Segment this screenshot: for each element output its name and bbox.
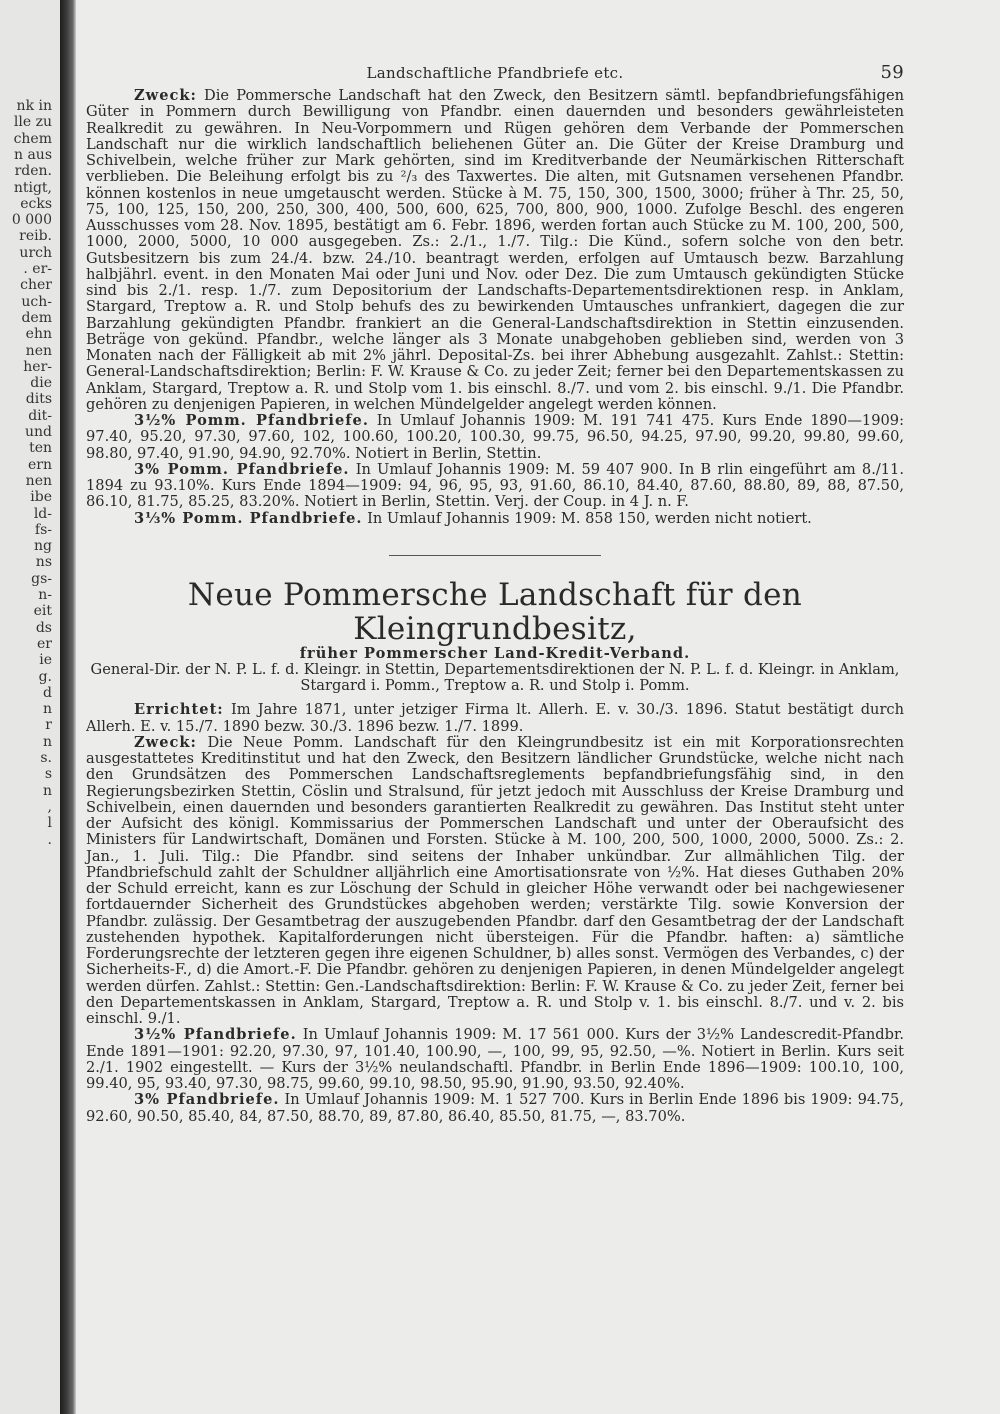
paragraph-zweck-neue: [86, 735, 904, 1028]
margin-fragment: cher: [20, 277, 52, 294]
book-spine-shadow: [60, 0, 76, 1414]
margin-fragment: nen: [25, 342, 52, 359]
margin-fragment: dit-: [28, 407, 52, 424]
section-divider: [389, 555, 601, 556]
margin-fragment: d: [43, 684, 52, 701]
section-title: Neue Pommersche Landschaft für den Kleingrundbesitz,: [187, 576, 803, 647]
label-zweck: Zweck:: [134, 733, 197, 751]
margin-fragment: eit: [33, 603, 52, 620]
paragraph-errichtet: [86, 702, 904, 735]
entry-text: In Umlauf Johannis 1909: M. 858 150, werden nicht notiert.: [362, 509, 812, 527]
page-number: 59: [880, 62, 904, 83]
margin-fragment: fs-: [34, 521, 52, 538]
margin-fragment: ntigt,: [13, 179, 52, 196]
margin-fragment: .: [47, 831, 52, 848]
entry-label: 3⅓% Pomm. Pfandbriefe.: [134, 509, 363, 527]
margin-fragment: l: [47, 815, 52, 832]
entry-text: In Umlauf Johannis 1909: M. 191 741 475. Kurs Ende 1890—1909: 97.40, 95.20, 97.30, 97.60, 102, 100.60, 100.20, 100.30, 99.75, 96.50, 94.25, 97.90, 99.20, 99.80, 99.60, 98.80, 97.40, 91.90, 94.90, 92.70%. Notiert in Berlin, Stettin.: [86, 412, 904, 462]
text-errichtet: Im Jahre 1871, unter jetziger Firma lt. Allerh. E. v. 30./3. 1896. Statut bestätigt durch Allerh. E. v. 15./7. 1890 bezw. 30./3. 1896 bezw. 1./7. 1899.: [86, 701, 904, 735]
margin-fragment: dits: [25, 391, 52, 408]
margin-fragment: s.: [40, 750, 52, 766]
entry-text: In Umlauf Johannis 1909: M. 1 527 700. Kurs in Berlin Ende 1896 bis 1909: 94.75, 92.60, 90.50, 85.40, 84, 87.50, 88.70, 89, 87.80, 86.40, 85.50, 81.75, —, 83.70%.: [86, 1091, 904, 1125]
margin-fragment: ie: [39, 652, 52, 669]
margin-fragment: chem: [13, 130, 52, 147]
entry-3-pfandbriefe: [86, 1092, 904, 1125]
margin-fragment: ,: [47, 798, 52, 815]
margin-fragment: urch: [19, 244, 52, 261]
margin-fragment: reib.: [19, 228, 52, 245]
paragraph-zweck-pommersche: [86, 88, 904, 413]
running-head: [86, 60, 904, 88]
margin-fragment: r: [45, 717, 52, 734]
margin-fragment: ehn: [25, 326, 52, 343]
margin-fragment: ng: [34, 538, 52, 555]
text-zweck: Die Pommersche Landschaft hat den Zweck, den Besitzern sämtl. bepfandbriefungsfähigen Güter in Pommern durch Bewilligung von Pfandbr. einen dauernden und besonders gewährleisteten Realkredit zu gewähren. In Neu-Vorpommern und Rügen gehören dem Verbande der Pommerschen Landschaft nur die wirklich landschaftlich beliehenen Güter an. Die Güter der Kreise Dramburg und Schivelbein, welche früher zur Mark gehörten, sind im Kreditverbande der Neumärkischen Ritterschaft verblieben. Die Beleihung erfolgt bis zu ²/₃ des Taxwertes. Die alten, mit Gutsnamen versehenen Pfandbr. können kostenlos in neue umgetauscht werden. Stücke à M. 75, 150, 300, 1500, 3000; früher à Thr. 25, 50, 75, 100, 125, 150, 200, 250, 300, 400, 500, 600, 625, 700, 800, 900, 1000. Zufolge Beschl. des engeren Ausschusses vom 28. Nov. 1895, bestätigt am 6. Febr. 1896, werden fortan auch Stücke zu M. 100, 200, 500, 1000, 2000, 5000, 10 000 ausgegeben. Zs.: 2./1., 1./7. Tilg.: Die Künd., sofern solche von den betr. Gutsbesitzern bis zum 24./4. bzw. 24./10. beantragt werden, erfolgen auf Umtausch bezw. Barzahlung halbjährl. event. in den Monaten Mai oder Juni und Nov. oder Dez. Die zum Umtausch gekündigten Stücke sind bis 2./1. resp. 1./7. zum Depositorium der Landschafts-Departementsdirektionen resp. in Anklam, Stargard, Treptow a. R. und Stolp behufs des zu bewirkenden Umtausches unfrankiert, dagegen die zur Barzahlung gekündigten Pfandbr. frankiert an die General-Landschaftsdirektion in Stettin einzusenden. Beträge von gekünd. Pfandbr., welche länger als 3 Monate unabgehoben geblieben sind, werden von 3 Monaten nach der Fälligkeit ab mit 2% jährl. Deposital-Zs. bei ihrer Abhebung ausgezahlt. Zahlst.: Stettin: General-Landschaftsdirektion; Berlin: F. W. Krause & Co. zu jeder Zeit; ferner bei den Departementskassen zu Anklam, Stargard, Treptow a. R. und Stolp vom 1. bis einschl. 8./7. und vom 2. bis einschl. 9./1. Die Pfandbr. gehören zu denjenigen Papieren, in welchen Mündelgelder angelegt werden können.: [86, 87, 904, 413]
margin-fragment: n: [42, 701, 52, 718]
label-errichtet: Errichtet:: [134, 701, 224, 719]
margin-fragment: und: [25, 424, 52, 440]
label-zweck: Zweck:: [134, 87, 197, 104]
margin-fragment: er: [37, 635, 52, 652]
entry-label: 3½% Pomm. Pfandbriefe.: [134, 412, 369, 429]
margin-fragment: die: [30, 375, 52, 392]
margin-fragment: ecks: [20, 195, 52, 212]
margin-fragment: dem: [21, 309, 52, 326]
entry-3-5-pfandbriefe: [86, 1027, 904, 1092]
section-address: General-Dir. der N. P. L. f. d. Kleingr. in Stettin, Departementsdirektionen der N. P. L. f. d. Kleingr. in Anklam, Stargard i. Pomm., Treptow a. R. und Stolp i. Pomm.: [90, 660, 900, 694]
margin-fragment: ern: [28, 456, 52, 473]
margin-fragment: n: [42, 782, 52, 799]
running-head-title: Landschaftliche Pfandbriefe etc.: [366, 64, 624, 82]
entry-text: In Umlauf Johannis 1909: M. 17 561 000. Kurs der 3½% Landescredit-Pfandbr. Ende 1891—1901: 92.20, 97.30, 97, 101.40, 100.90, —, 100, 99, 95, 92.50, —%. Notiert in Berlin. Kurs seit 2./1. 1902 eingestellt. — Kurs der 3½% neulandschaftl. Pfandbr. in Berlin Ende 1896—1909: 100.10, 100, 99.40, 95, 93.40, 97.30, 98.75, 99.60, 99.10, 98.50, 95.90, 91.90, 93.50, 92.40%.: [86, 1026, 905, 1092]
margin-fragment: ld-: [33, 505, 52, 522]
entry-label: 3% Pfandbriefe.: [134, 1091, 280, 1109]
margin-fragment: ibe: [30, 489, 52, 506]
entry-text: In Umlauf Johannis 1909: M. 59 407 900. In B rlin eingeführt am 8./11. 1894 zu 93.10%. Kurs Ende 1894—1909: 94, 96, 95, 93, 91.60, 86.10, 84.40, 87.60, 88.80, 89, 88, 87.50, 86.10, 81.75, 85.25, 83.20%. Notiert in Berlin, Stettin. Verj. der Coup. in 4 J. n. F.: [86, 460, 904, 511]
text-zweck: Die Neue Pomm. Landschaft für den Kleingrundbesitz ist ein mit Korporationsrechten ausgestattetes Kreditinstitut und hat den Zweck, den Besitzern ländlicher Grundstücke, welche nicht nach den Grundsätzen des Pommerschen Landschaftsreglements bepfandbriefungsfähig sind, in den Regierungsbezirken Stettin, Cöslin und Stralsund, für jetzt jedoch mit Ausschluss der Kreise Dramburg und Schivelbein, einen dauernden und besonders garantierten Realkredit zu gewähren. Das Institut steht unter der Aufsicht des königl. Kommissarius der Pommerschen Landschaft und unter der Oberaufsicht des Ministers für Landwirtschaft, Domänen und Forsten. Stücke à M. 100, 200, 500, 1000, 2000, 5000. Zs.: 2. Jan., 1. Juli. Tilg.: Die Pfandbr. sind seitens der Inhaber unkündbar. Zur allmählichen Tilg. der Pfandbriefschuld zahlt der Schuldner alljährlich eine Amortisationsrate von ½%. Hat dieses Guthaben 20% der Schuld erreicht, kann es zur Löschung der Schuld in gleicher Höhe verwandt oder bei nachgewiesener fortdauernder Sicherheit des Grundstückes abgehoben werden; verstärkte Tilg. sowie Konversion der Pfandbr. zulässig. Der Gesamtbetrag der auszugebenden Pfandbr. darf den Gesamtbetrag der der Landschaft zustehenden hypothek. Kapitalforderungen nicht übersteigen. Für die Pfandbr. haften: a) sämtliche Forderungsrechte der letzteren gegen ihre eigenen Schuldner, b) alles sonst. Vermögen des Verbandes, c) der Sicherheits-F., d) die Amort.-F. Die Pfandbr. gehören zu denjenigen Papieren, in denen Mündelgelder angelegt werden dürfen. Zahlst.: Stettin: Gen.-Landschaftsdirektion: Berlin: F. W. Krause & Co. zu jeder Zeit, ferner bei den Departementskassen in Anklam, Stargard, Treptow a. R. und Stolp v. 1. bis einschl. 8./7. und v. 2. bis einschl. 9./1.: [86, 733, 904, 1027]
margin-fragment: uch-: [21, 293, 52, 310]
margin-fragment: n: [42, 733, 52, 750]
margin-fragment: her-: [23, 358, 52, 375]
entry-3-pomm-pfandbriefe: [86, 462, 904, 511]
page: [86, 60, 904, 1125]
margin-fragment: lle zu: [13, 114, 52, 131]
margin-fragment: n-: [38, 587, 52, 603]
facing-page-margin: [0, 0, 60, 1414]
margin-fragment: rden.: [14, 163, 52, 180]
margin-fragment: 0 000: [11, 212, 52, 229]
margin-fragment: g.: [38, 668, 52, 685]
entry-label: 3% Pomm. Pfandbriefe.: [134, 460, 350, 478]
margin-fragment: s: [44, 766, 52, 783]
entry-label: 3½% Pfandbriefe.: [134, 1026, 297, 1044]
margin-fragment: . er-: [23, 261, 52, 277]
margin-fragment: gs-: [31, 570, 52, 587]
margin-fragment: n aus: [13, 146, 52, 163]
section-subtitle: früher Pommerscher Land-Kredit-Verband.: [299, 644, 691, 662]
margin-fragment: ten: [29, 440, 52, 457]
margin-fragment: nk in: [16, 98, 52, 114]
margin-fragment: ns: [35, 554, 52, 571]
entry-3-5-pomm-pfandbriefe: [86, 413, 904, 462]
entry-3-third-pomm-pfandbriefe: [86, 511, 904, 527]
margin-fragment: ds: [35, 619, 52, 636]
margin-fragment: nen: [25, 472, 52, 489]
